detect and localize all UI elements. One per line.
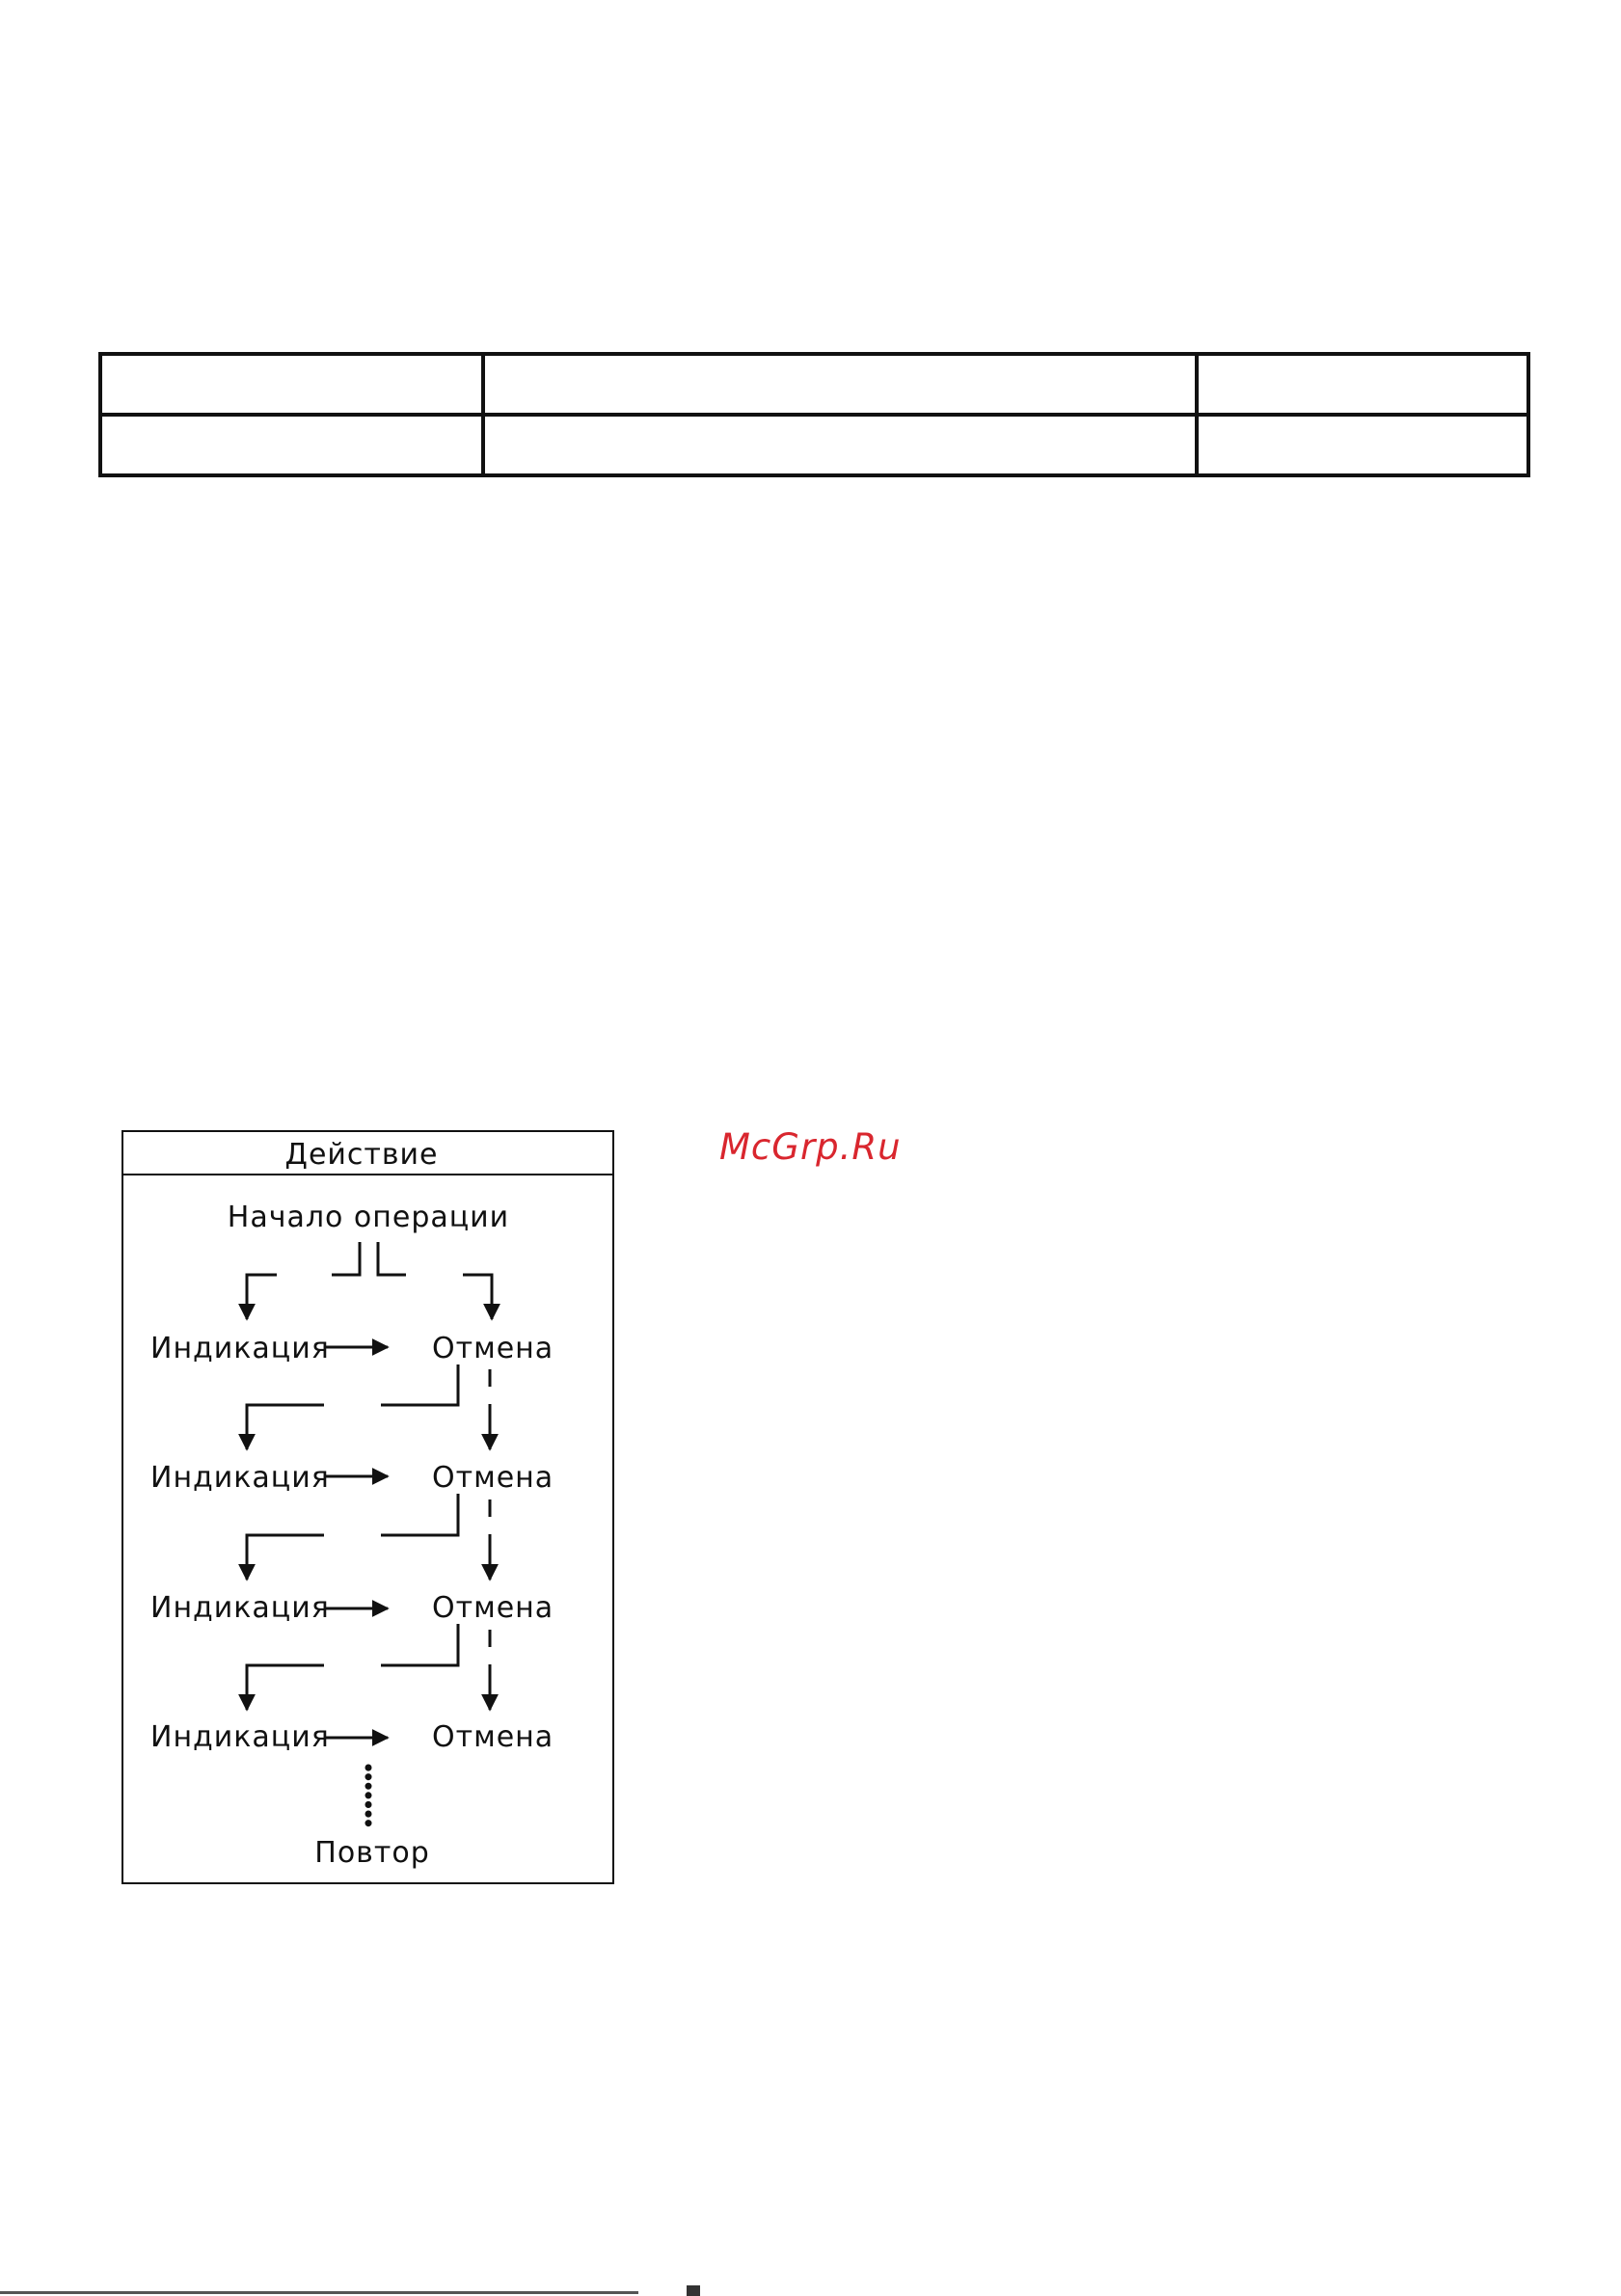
connector-1	[247, 1364, 490, 1449]
connector-2	[247, 1494, 490, 1580]
bottom-rule	[0, 2291, 638, 2294]
start-label: Начало операции	[227, 1201, 510, 1234]
page-number-fragment	[687, 2285, 700, 2296]
cancel-label-4: Отмена	[432, 1720, 554, 1754]
indication-label-1: Индикация	[150, 1332, 330, 1365]
repeat-label: Повтор	[314, 1836, 430, 1870]
start-branch	[247, 1242, 492, 1319]
indication-label-2: Индикация	[150, 1461, 330, 1495]
indication-label-4: Индикация	[150, 1720, 330, 1754]
connector-3	[247, 1624, 490, 1710]
diagram-header: Действие	[284, 1138, 439, 1172]
indication-label-3: Индикация	[150, 1591, 330, 1625]
cancel-label-1: Отмена	[432, 1332, 554, 1365]
watermark-logo: McGrp.Ru	[719, 1126, 902, 1168]
cancel-label-3: Отмена	[432, 1591, 554, 1625]
cancel-label-2: Отмена	[432, 1461, 554, 1495]
